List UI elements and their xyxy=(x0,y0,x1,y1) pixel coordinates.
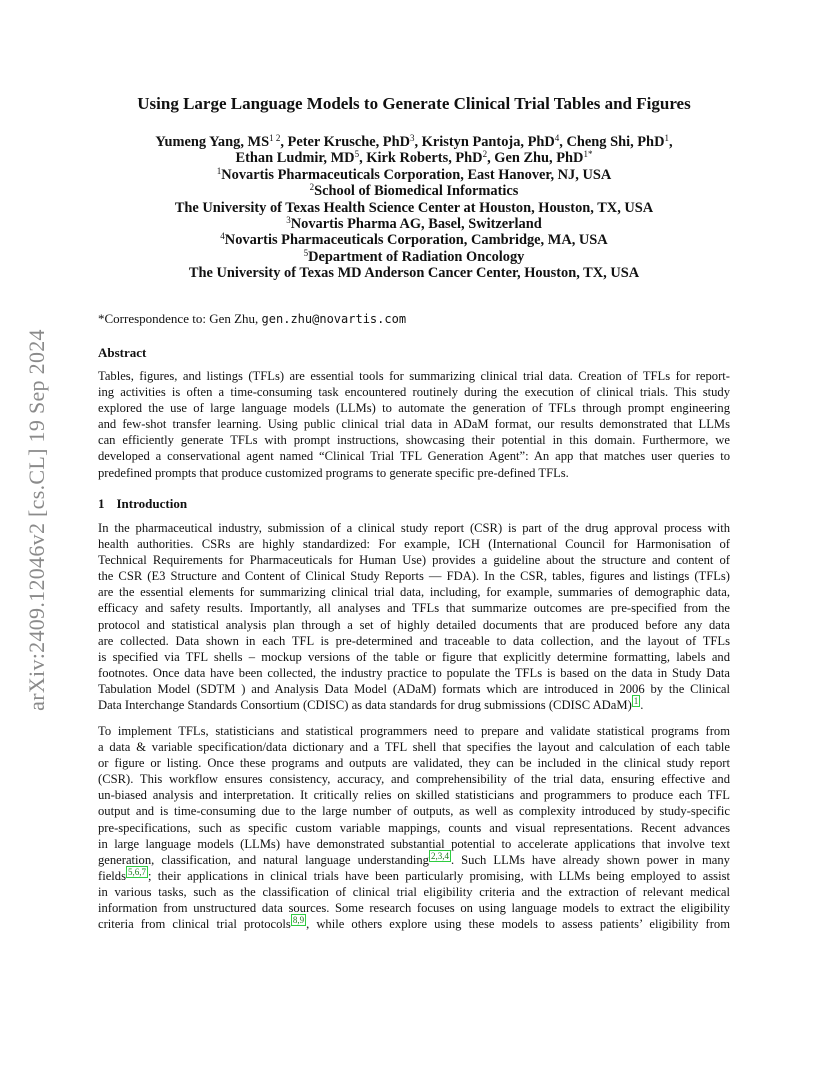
author-name: , Cheng Shi, PhD xyxy=(559,134,665,150)
paragraph-line: a data & variable specification/data dictionary and a TFL shell that specifies the layout and calculation of each table xyxy=(98,740,730,755)
author-affil-mark: 2 xyxy=(482,149,488,160)
author-line-1 xyxy=(98,134,730,150)
line-text: , while others explore using these models to assess patients’ eligibility from xyxy=(306,917,730,932)
paragraph-line: can efficiently generate TFLs with prompt instructions, showcasing their potential in this domain. Furthermore, we xyxy=(98,433,730,448)
paragraph-line: footnotes. Once data have been collected, the industry practice to populate the TFLs is based on the data in Study Data xyxy=(98,665,730,680)
paragraph-line: output and is time-consuming due to the large number of outputs, as well as complexity introduced by study-specific xyxy=(98,804,730,819)
affil-text: School of Biomedical Informatics xyxy=(314,183,519,200)
affiliation-2-institution: The University of Texas Health Science Center at Houston, Houston, TX, USA xyxy=(174,199,654,216)
author-name: , Gen Zhu, PhD xyxy=(487,150,584,167)
paragraph-line: Tables, figures, and listings (TFLs) are essential tools for summarizing clinical trial data. Creation of TFLs for report- xyxy=(98,369,730,383)
affil-text: Novartis Pharmaceuticals Corporation, Cambridge, MA, USA xyxy=(224,232,608,249)
paragraph-line: information from unstructured data sources. Some research focuses on using language models to extract the eligibility xyxy=(98,901,730,916)
paragraph-line: To implement TFLs, statisticians and statistical programmers need to prepare and validate statistical programs from xyxy=(98,724,730,738)
intro-paragraph-1-final-line xyxy=(98,697,730,713)
paragraph-line xyxy=(98,697,730,713)
line-text: generation, classification, and natural language understanding xyxy=(98,853,429,867)
paragraph-line: health authorities. CSRs are highly standardized: For example, ICH (International Council for Harmonisation of xyxy=(98,537,730,552)
abstract-text xyxy=(98,368,730,481)
author-affil-mark: 1 2 xyxy=(269,133,281,143)
paragraph-line: efficacy and safety results. Importantly, all analyses and TFLs that summarize outcomes are pre-specified from the xyxy=(98,601,730,616)
affil-mark: 2 xyxy=(309,182,315,193)
paragraph-line: pre-specifications, such as specific custom variable mappings, counts and visual representations. Recent advances xyxy=(98,820,730,835)
paragraph-line: un-biased analysis and interpretation. It critically relies on skilled statisticians and programmers to produce each TFL xyxy=(98,788,730,803)
author-affil-mark: 4 xyxy=(554,133,560,143)
affil-mark: 3 xyxy=(286,215,291,226)
author-name: , Kirk Roberts, PhD xyxy=(359,150,483,167)
author-name: , Peter Krusche, PhD xyxy=(280,134,410,150)
paragraph-line: the CSR (E3 Structure and Content of Clinical Study Reports — FDA). In the CSR, tables, figures and listings (TFLs) xyxy=(98,569,730,584)
author-separator: , xyxy=(668,134,673,150)
citation-link[interactable]: 2,3,4 xyxy=(430,851,449,861)
affil-mark: 5 xyxy=(303,247,309,258)
author-line-2 xyxy=(98,150,730,166)
affiliation-3 xyxy=(98,216,730,232)
affil-mark: 4 xyxy=(220,231,225,242)
line-text: ; their applications in clinical trials have been particularly promising, with LLMs being employed to assist xyxy=(147,869,730,884)
author-name: , Kristyn Pantoja, PhD xyxy=(414,134,555,150)
line-text: criteria from clinical trial protocols xyxy=(98,917,291,932)
author-name: Yumeng Yang, MS xyxy=(155,134,270,150)
paragraph-line xyxy=(98,868,730,884)
correspondence-email-link[interactable]: gen.zhu@novartis.com xyxy=(261,312,407,326)
affiliation-5-institution: The University of Texas MD Anderson Cancer Center, Houston, TX, USA xyxy=(188,265,640,282)
citation-link[interactable]: 8,9 xyxy=(292,915,305,926)
paragraph-line: is specified via TFL shells – mockup versions of the table or figure that explicitly determine formatting, labels and xyxy=(98,649,730,664)
intro-paragraph-2 xyxy=(98,723,730,852)
affiliation-5 xyxy=(98,249,730,265)
correspondence-label: *Correspondence to: Gen Zhu, xyxy=(98,311,262,326)
section-number: 1 xyxy=(98,496,105,511)
author-affil-mark: 3 xyxy=(409,133,415,143)
citation-link[interactable]: 1 xyxy=(633,696,639,706)
paragraph-line: explored the use of large language models (LLMs) to automate the generation of TFLs through prompt engineering xyxy=(98,401,730,416)
affiliation-2 xyxy=(98,183,730,199)
abstract-heading: Abstract xyxy=(98,345,147,360)
correspondence-note xyxy=(98,311,406,327)
section-heading-introduction xyxy=(98,496,199,512)
intro-paragraph-1 xyxy=(98,520,730,697)
paragraph-line: and few-shot transfer learning. Using public clinical trial data in ADaM format, our results demonstrated that LLMs xyxy=(98,417,730,432)
author-affil-mark: 1* xyxy=(583,149,593,160)
paragraph-line: protocol and statistical analysis plan through a set of highly detailed documents that are produced before any data xyxy=(98,617,730,632)
arxiv-id-text: arXiv:2409.12046v2 [cs.CL] 19 Sep 2024 xyxy=(24,329,49,711)
line-text: fields xyxy=(98,869,126,884)
affil-mark: 1 xyxy=(216,165,222,176)
paragraph-line: are collected. Data shown in each TFL is pre-determined and traceable to data collection, and the layout of TFLs xyxy=(98,633,730,648)
paragraph-line: Technical Requirements for Pharmaceuticals for Human Use) provides a guideline about the structure and content of xyxy=(98,553,730,568)
arxiv-identifier xyxy=(22,290,52,750)
paragraph-line: developed a conservational agent named “Clinical Trial TFL Generation Agent”: An app that matches user queries to xyxy=(98,449,730,464)
intro-paragraph-2-continued xyxy=(98,852,730,932)
line-text: Data Interchange Standards Consortium (CDISC) as data standards for drug submissions (CDISC ADaM) xyxy=(98,698,632,712)
paragraph-line: in large language models (LLMs) have demonstrated substantial potential to accelerate applications that involve text xyxy=(98,836,730,851)
paragraph-line: Tabulation Model (SDTM ) and Analysis Data Model (ADaM) formats which are introduced in 2006 by the Clinical xyxy=(98,681,730,696)
paragraph-line: (CSR). This workflow ensures consistency, accuracy, and comprehensibility of the trial data, ensuring effective and xyxy=(98,772,730,787)
author-name: Ethan Ludmir, MD xyxy=(235,150,355,167)
affiliation-4 xyxy=(98,232,730,248)
paragraph-line xyxy=(98,916,730,932)
paragraph-line: ing activities is often a time-consuming task encountered routinely during the execution of clinical trials. This study xyxy=(98,385,730,400)
affil-text: Novartis Pharma AG, Basel, Switzerland xyxy=(290,216,542,233)
affil-text: Department of Radiation Oncology xyxy=(308,248,525,265)
line-text: . xyxy=(640,698,644,712)
affiliation-1 xyxy=(98,167,730,183)
paragraph-line: in various tasks, such as the classification of clinical trial eligibility criteria and the extraction of relevant medical xyxy=(98,885,730,900)
paragraph-line: are the essential elements for summarizing clinical trial data, including, for example, summaries of demographic data, xyxy=(98,585,730,600)
citation-link[interactable]: 5,6,7 xyxy=(127,867,146,878)
author-block xyxy=(98,134,730,282)
section-title: Introduction xyxy=(116,496,188,511)
author-affil-mark: 1 xyxy=(664,133,669,143)
paragraph-line: predefined prompts that produce customized programs to generate specific pre-defined TFLs. xyxy=(98,465,569,480)
paragraph-line: In the pharmaceutical industry, submission of a clinical study report (CSR) is part of the drug approval process with xyxy=(98,521,730,535)
paper-title: Using Large Language Models to Generate Clinical Trial Tables and Figures xyxy=(137,94,691,113)
paragraph-line xyxy=(98,852,730,868)
affil-text: Novartis Pharmaceuticals Corporation, East Hanover, NJ, USA xyxy=(221,166,612,183)
line-text: . Such LLMs have already shown power in many xyxy=(450,853,730,867)
paragraph-line: or figure or listing. Once these programs and outputs are validated, they can be included in the clinical study report xyxy=(98,756,730,771)
author-affil-mark: 5 xyxy=(354,149,360,160)
